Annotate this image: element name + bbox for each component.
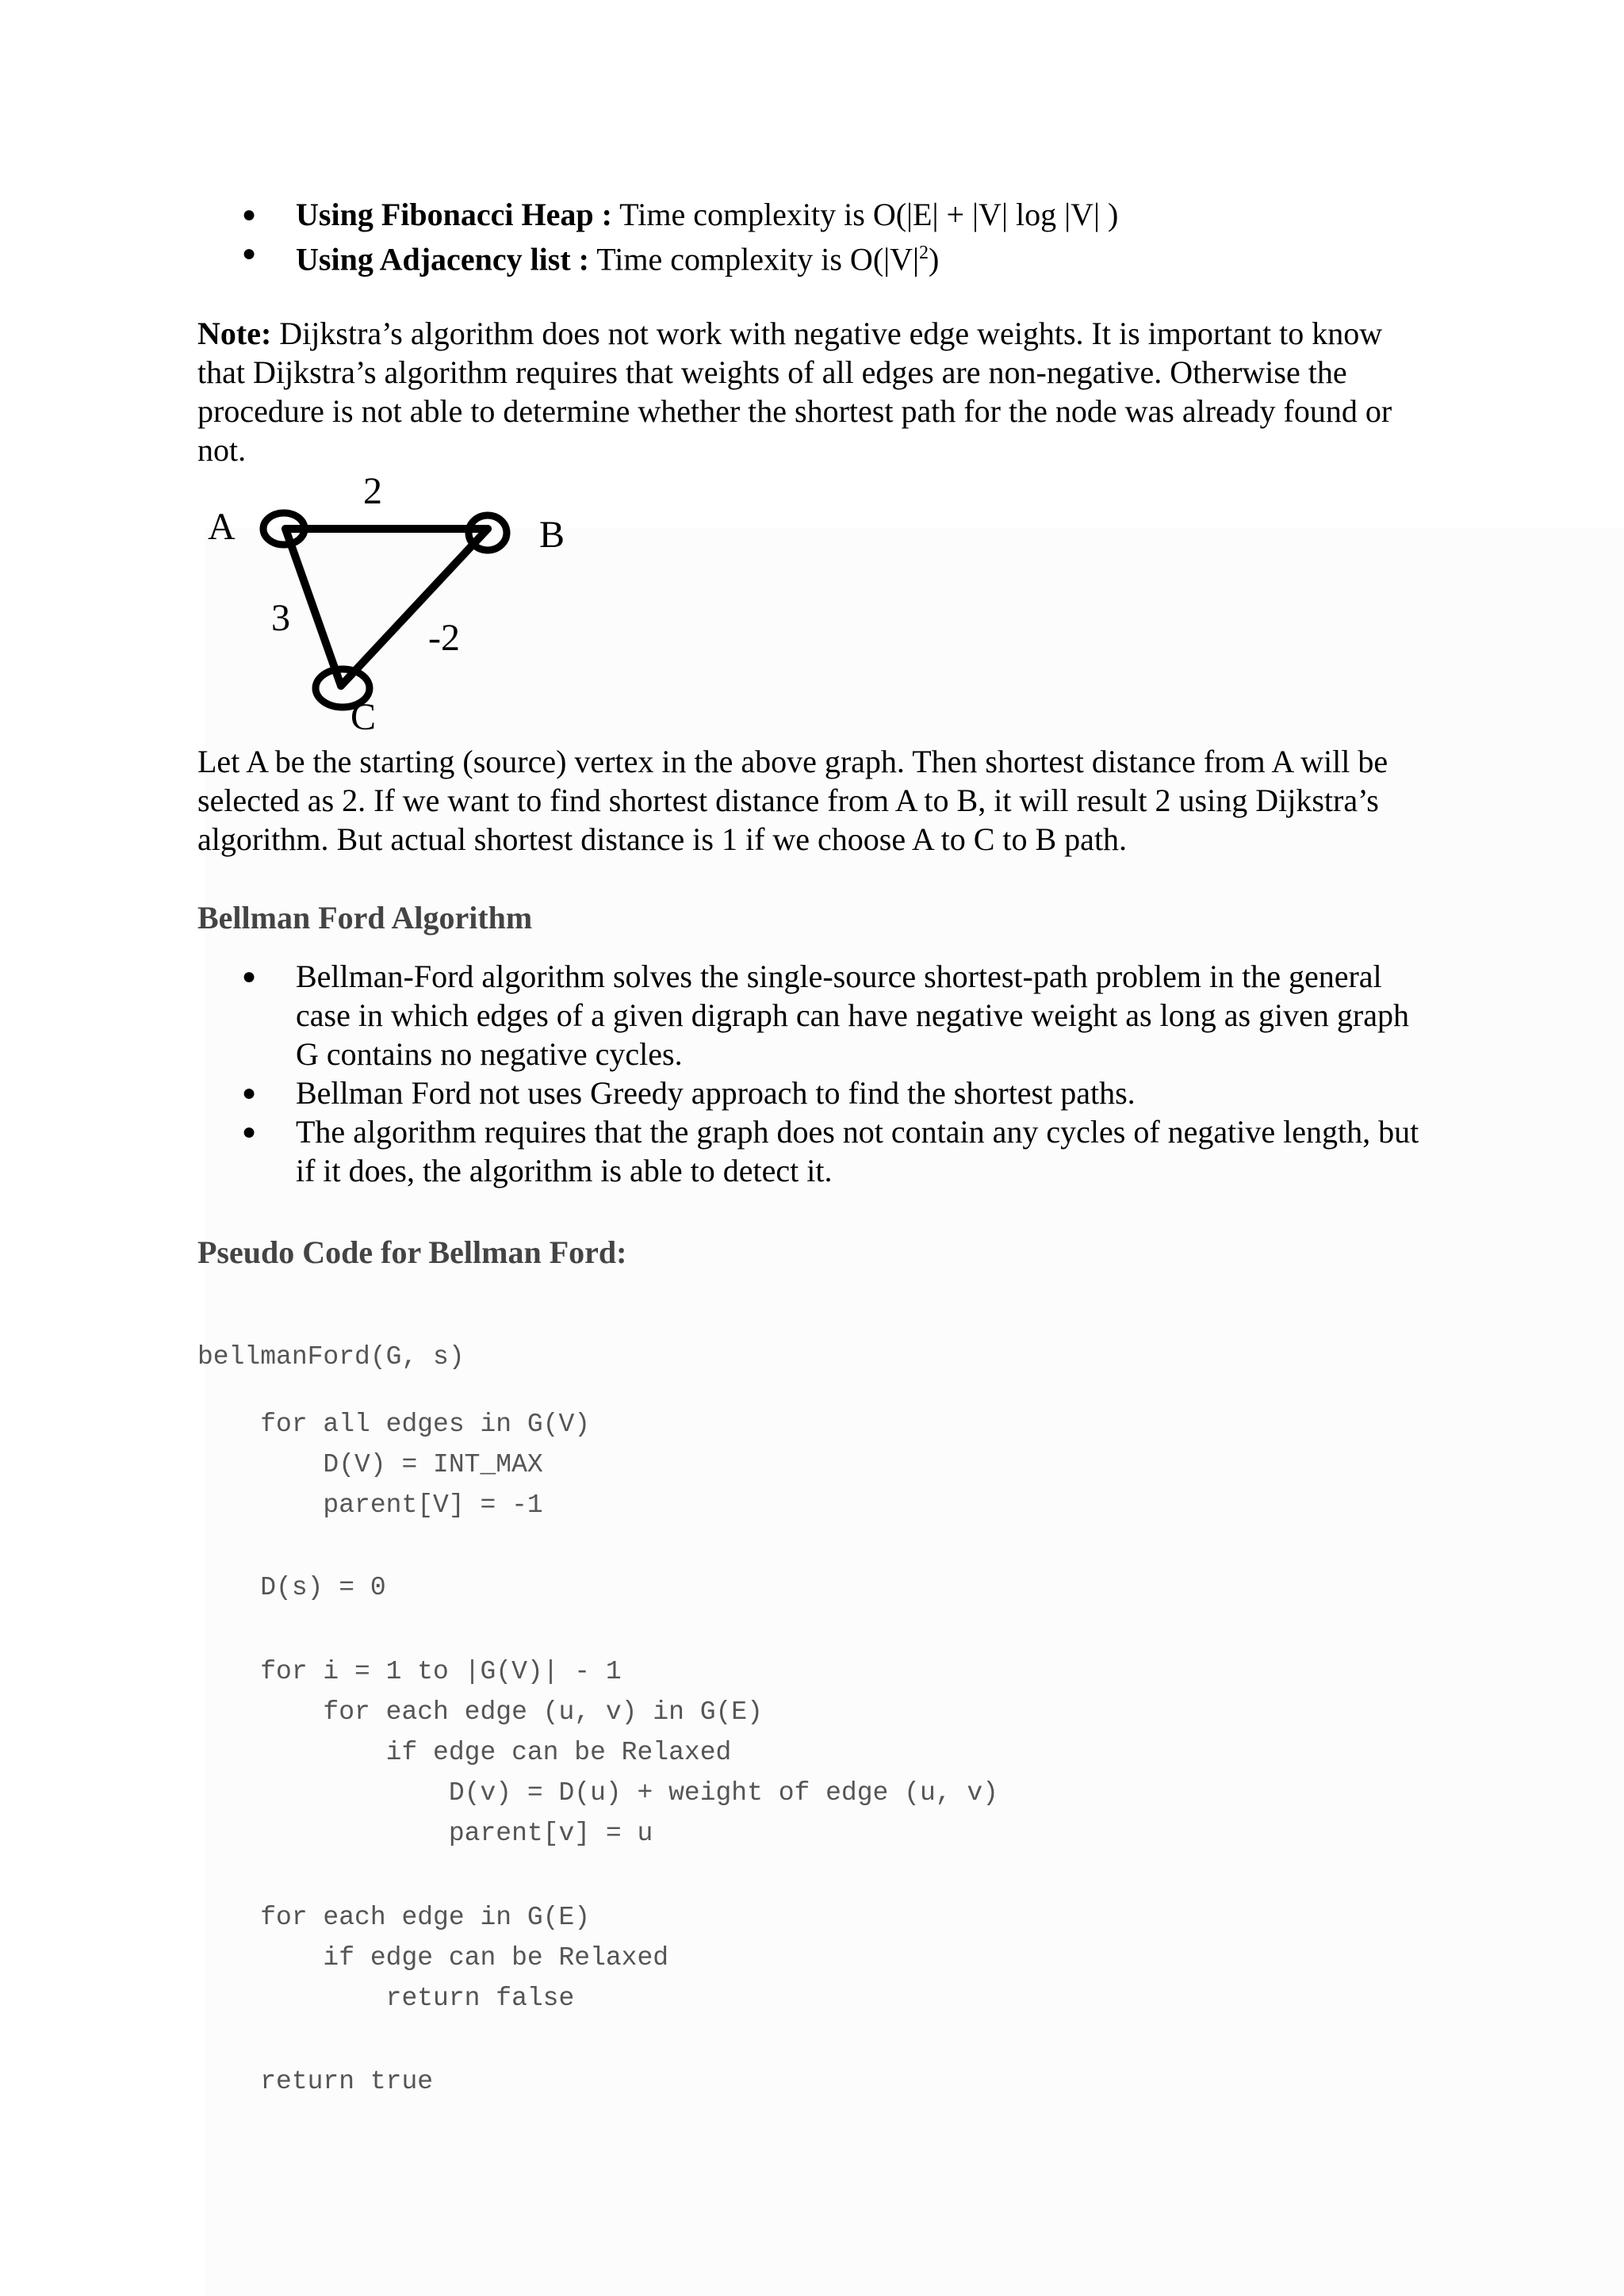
note-text: Dijkstra’s algorithm does not work with negative edge weights. It is important to know that Dijkstra’s algorithm requires that weights of all edges are non-negative. Otherwise the procedure is not able to determine whether the shortest path for the node was already found or not. [197, 316, 1392, 468]
bullet-text: The algorithm requires that the graph does not contain any cycles of negative length, but if it does, the algorithm is able to detect it. [296, 1114, 1419, 1188]
graph-diagram [198, 468, 579, 737]
bullet-text: Bellman-Ford algorithm solves the single-source shortest-path problem in the general case in which edges of a given digraph can have negative weight as long as given graph G contains no negative cycles. [296, 959, 1409, 1072]
note-label: Note: [197, 316, 272, 351]
code-block-source: D(s) = 0 [197, 1573, 386, 1602]
bullet-text: Time complexity is O(|V| [589, 241, 920, 277]
bullet-icon: ● [242, 1080, 257, 1106]
section-heading-bellman: Bellman Ford Algorithm [197, 900, 533, 936]
list-item [197, 234, 1434, 278]
bullet-icon: ● [242, 240, 257, 266]
explanation-paragraph: Let A be the starting (source) vertex in the above graph. Then shortest distance from A will be selected as 2. If we want to find shortest distance from A to B, it will result 2 using Dijkstra’s algorithm. But actual shortest distance is 1 if we choose A to C to B path. [197, 744, 1388, 857]
code-block-init: for all edges in G(V) D(V) = INT_MAX parent[V] = -1 [260, 1410, 591, 1520]
bellman-list [197, 957, 1434, 1190]
edge-weight-a-c: 3 [271, 597, 290, 639]
bullet-icon: ● [242, 963, 257, 989]
list-item [197, 1073, 1434, 1112]
bullet-label: Using Fibonacci Heap : [296, 197, 612, 232]
bullet-text: Time complexity is O(|E| + |V| log |V| ) [611, 197, 1119, 232]
bullet-tail: ) [929, 241, 940, 277]
edge-weight-b-c: -2 [428, 617, 460, 659]
bullet-icon: ● [242, 201, 257, 228]
bullet-text: Bellman Ford not uses Greedy approach to find the shortest paths. [296, 1075, 1136, 1111]
edge-a-c [285, 529, 341, 686]
list-item [197, 1112, 1434, 1190]
list-item [197, 195, 1434, 234]
edge-b-c [341, 529, 488, 686]
note-paragraph [197, 314, 1434, 469]
list-item [197, 957, 1434, 1073]
superscript: 2 [919, 243, 929, 263]
node-label-b: B [539, 514, 565, 556]
code-block-check: for each edge in G(E) if edge can be Relaxed return false [260, 1903, 669, 2013]
node-label-c: C [350, 696, 377, 737]
bullet-icon: ● [242, 1119, 257, 1145]
complexity-list [197, 195, 1434, 278]
bullet-label: Using Adjacency list : [296, 241, 589, 277]
node-label-a: A [208, 506, 236, 548]
code-block-relax: for i = 1 to |G(V)| - 1 for each edge (u, v) in G(E) if edge can be Relaxed D(v) = D(u) + weight of edge (u, v) parent[v] = u [260, 1657, 998, 1848]
edge-weight-a-b: 2 [363, 470, 382, 512]
section-heading-pseudo: Pseudo Code for Bellman Ford: [197, 1234, 627, 1270]
code-block-return: return true [197, 2067, 434, 2096]
code-line-signature: bellmanFord(G, s) [197, 1342, 465, 1372]
